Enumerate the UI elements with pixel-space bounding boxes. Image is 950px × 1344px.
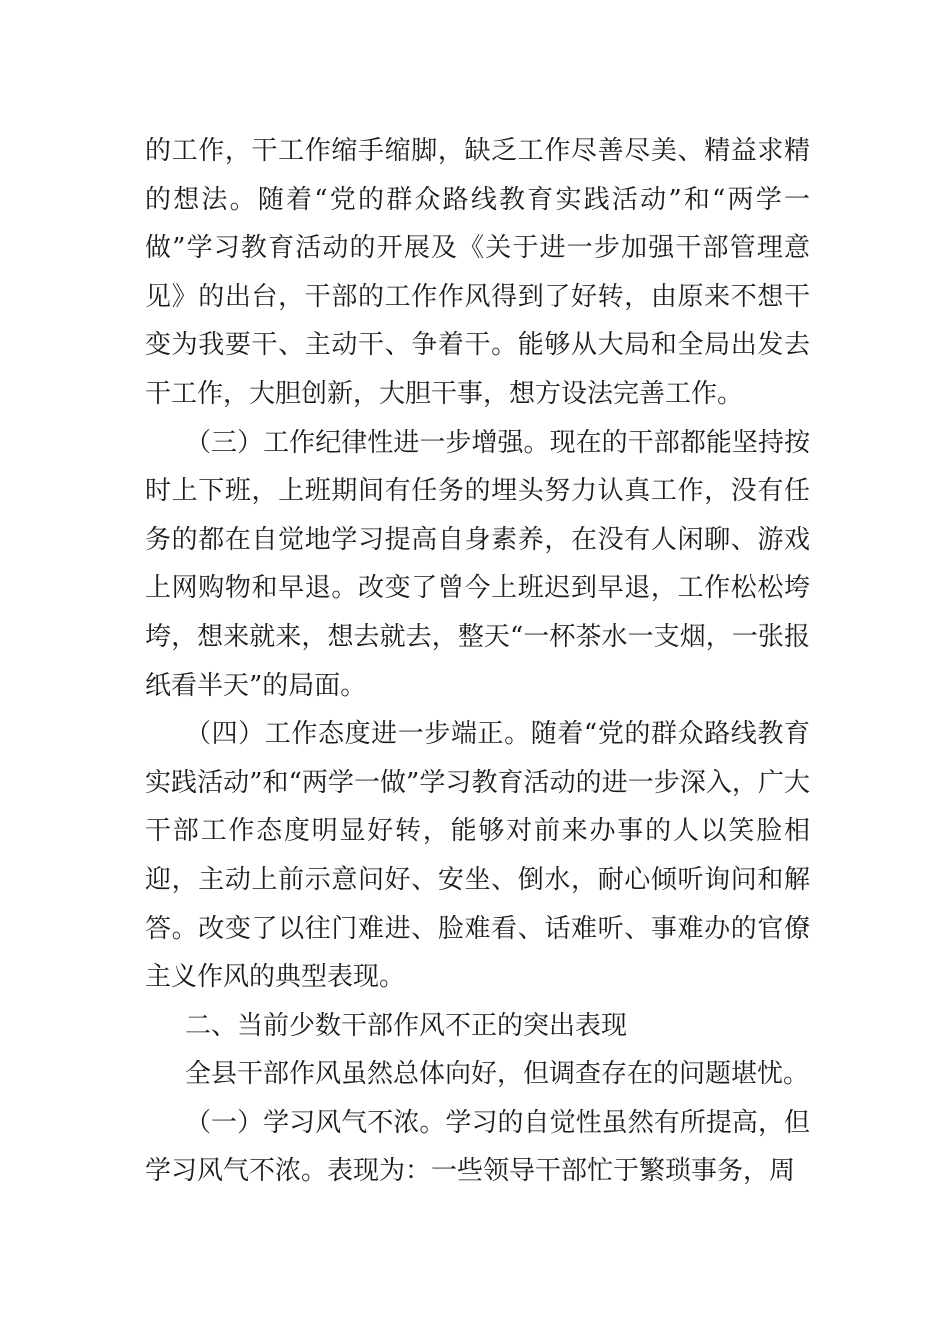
paragraph-work-style-continued: 的工作，干工作缩手缩脚，缺乏工作尽善尽美、精益求精的想法。随着“党的群众路线教育实践活动”和“两学一做”学习教育活动的开展及《关于进一步加强干部管理意见》的出台，干部的工作作风得到了好转，由原来不想干变为我要干、主动干、争着干。能够从大局和全局出发去干工作，大胆创新，大胆干事，想方设法完善工作。 [145, 136, 810, 409]
document-body [145, 127, 810, 1196]
section-heading-problems: 二、当前少数干部作风不正的突出表现 [185, 1010, 628, 1041]
paragraph-overview: 全县干部作风虽然总体向好，但调查存在的问题堪忧。 [185, 1059, 810, 1090]
paragraph-attitude: （四）工作态度进一步端正。随着“党的群众路线教育实践活动”和“两学一做”学习教育活动的进一步深入，广大干部工作态度明显好转，能够对前来办事的人以笑脸相迎，主动上前示意问好、安坐、倒水，耐心倾听询问和解答。改变了以往门难进、脸难看、话难听、事难办的官僚主义作风的典型表现。 [145, 719, 810, 993]
paragraph-study-atmosphere: （一）学习风气不浓。学习的自觉性虽然有所提高，但学习风气不浓。表现为：一些领导干部忙于繁琐事务，周 [145, 1107, 810, 1187]
paragraph-discipline: （三）工作纪律性进一步增强。现在的干部都能坚持按时上下班，上班期间有任务的埋头努力认真工作，没有任务的都在自觉地学习提高自身素养，在没有人闲聊、游戏上网购物和早退。改变了曾今上班迟到早退，工作松松垮垮，想来就来，想去就去，整天“一杯茶水一支烟，一张报纸看半天”的局面。 [145, 427, 810, 701]
